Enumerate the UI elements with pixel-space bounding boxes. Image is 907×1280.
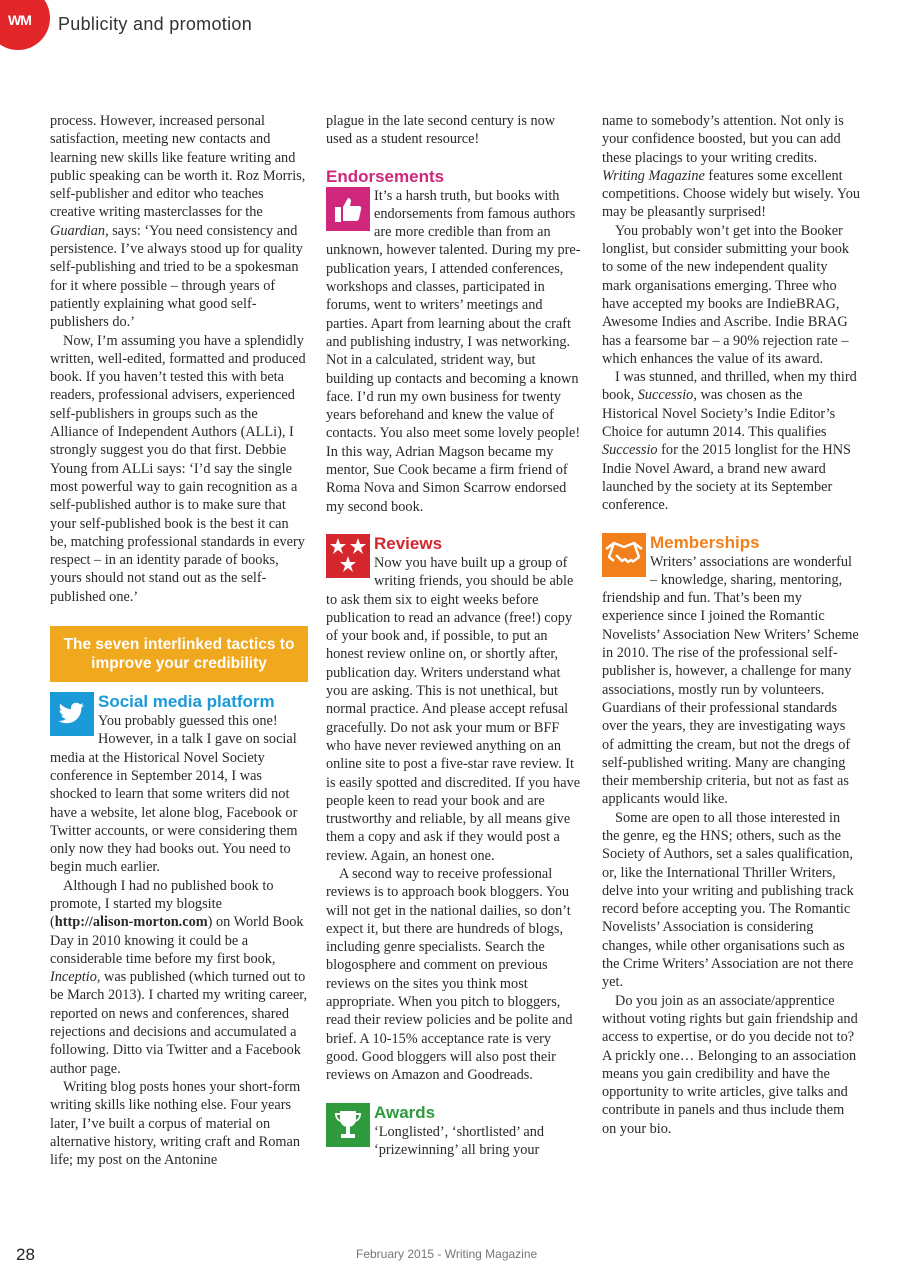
page-number: 28 <box>16 1245 35 1264</box>
memberships-section <box>602 533 860 1139</box>
magazine-logo: WM <box>0 0 50 50</box>
twitter-bird-icon <box>50 692 94 736</box>
memberships-heading: Memberships <box>650 532 760 552</box>
awards-heading: Awards <box>374 1102 436 1122</box>
column-1 <box>50 112 308 1169</box>
paragraph: You probably won’t get into the Booker longlist, but consider submitting your book to some of the new independent quality mark organisations emerging. Three who have accepted my books are IndieBRAG, Awesome Indies and Ascribe. Indie BRAG has a fearsome bar – a 90% rejection rate – which enhances the value of its award. <box>602 222 850 367</box>
paragraph: Do you join as an associate/apprentice without voting rights but gain friendship and access to expertise, or do you decide not to? A prickly one… Belonging to an association means you gain credibility and have the opportunity to write articles, give talks and contribute in panels and thus include them on your bio. <box>602 992 858 1137</box>
paragraph: Writing blog posts hones your short-form writing skills like nothing else. Four years later, I’ve built a corpus of material on alternative history, writing craft and Roman life; my post on the Antonine <box>50 1078 301 1169</box>
social-media-heading: Social media platform <box>98 692 275 712</box>
magazine-footer: February 2015 - Writing Magazine <box>356 1247 538 1261</box>
paragraph: It’s a harsh truth, but books with endorsements from famous authors are more credible than from an unknown, however talented. During my pre-publication years, I attended conferences, workshops and classes, participated in forums, went to writers’ meetings and parties. Apart from learning about the craft and publishing industry, I was networking. Not in a calculated, strident way, but building up contacts and becoming a known face. I’d run my own business for twenty years beforehand and knew the value of contacts. You also meet some lovely people! In this way, Adrian Magson became my mentor, Sue Cook became a firm friend of Roma Nova and Simon Scarrow endorsed my second book. <box>326 187 581 515</box>
paragraph: Now, I’m assuming you have a splendidly written, well-edited, formatted and produced book. If you haven’t tested this with beta readers, professional advisers, experienced self-publishers in groups such as the Alliance of Independent Authors (ALLi), I strongly suggest you do that first. Debbie Young from ALLi says: ‘I’d say the single most powerful way to gain recognition as a self-published author is to make sure that your self-published book is the best it can be, matching professional standards in every respect – in an identity parade of books, yours should not stand out as the self-published one.’ <box>50 332 306 605</box>
social-media-section <box>50 692 308 1169</box>
trophy-icon <box>326 1103 370 1147</box>
section-title: Publicity and promotion <box>58 14 253 34</box>
reviews-heading: Reviews <box>374 533 443 553</box>
paragraph: name to somebody’s attention. Not only is your confidence boosted, but you can add these placings to your writing credits. Writing Magazine features some excellent competitions. Choose widely but wisely. You may be pleasantly surprised! <box>602 113 861 221</box>
paragraph: Writers’ associations are wonderful – knowledge, sharing, mentoring, friendship and fun. That’s been my experience since I joined the Romantic Novelists’ Association New Writers’ Scheme in 2010. The rise of the professional self-publisher is, however, a challenge for many associations, mostly run by volunteers. Guardians of their professional standards over the years, they are investigating ways of admitting the cream, but not the dregs of self-published writing. Many are changing their membership criteria, but not as fast as applicants would like. <box>602 553 859 808</box>
reviews-section <box>326 534 584 1085</box>
blog-url: http://alison-morton.com <box>54 914 208 931</box>
handshake-icon <box>602 533 646 577</box>
paragraph: Now you have built up a group of writing friends, you should be able to ask them six to eight weeks before publication to read an advance (free!) copy of your book and, if possible, to put an honest review online on, or shortly after, publication day. Writers understand what you are asking. This is not unethical, but normal practice. And please accept refusal gracefully. Do not ask your mum or BFF who have never reviewed anything on an online site to post a five-star rave review. It is easily spotted and discredited. If you have people keen to read your book and are trustworthy and reliable, by all means give them a copy and ask if they would post a review. Again, an honest one. <box>326 554 581 864</box>
paragraph: A second way to receive professional reviews is to approach book bloggers. You will not get in the national dailies, so don’t expect it, but there are hundreds of blogs, including genre specialists. Search the blogosphere and comment on previous reviews on the sites you think most appropriate. When you pitch to bloggers, read their review policies and be polite and brief. A 10-15% acceptance rate is very good. Good bloggers will also post their reviews on Amazon and Goodreads. <box>326 865 573 1084</box>
thumbs-up-icon <box>326 187 370 231</box>
stars-icon <box>326 534 370 578</box>
awards-section <box>326 1103 584 1160</box>
paragraph: Although I had no published book to promote, I started my blogsite (http://alison-morton.com) on World Book Day in 2010 knowing it could be a considerable time before my first book, Inceptio, was published (which turned out to be March 2013). I charted my writing career, reported on news and conferences, shared rejections and decisions and accumulated a following. Ditto via Twitter and a Facebook author page. <box>50 877 308 1077</box>
paragraph: process. However, increased personal satisfaction, meeting new contacts and learning new skills like feature writing and public speaking can be worth it. Roz Morris, self-publisher and editor who teaches creative writing masterclasses for the Guardian, says: ‘You need consistency and persistence. I’ve always stood up for quality self-publishing and tried to be a spokesman for it where possible – through years of patiently explaining what good self-publishers do.’ <box>50 113 306 331</box>
column-3 <box>602 112 860 1138</box>
endorsements-heading: Endorsements <box>326 166 445 186</box>
column-2 <box>326 112 584 1159</box>
tactics-callout-box: The seven interlinked tactics to improve your credibility <box>50 626 308 682</box>
paragraph: plague in the late second century is now used as a student resource! <box>326 113 556 148</box>
paragraph: Some are open to all those interested in the genre, eg the HNS; others, such as the Society of Authors, set a sales qualification, or, like the International Thriller Writers, delve into your writing and publishing track record before accepting you. The Romantic Novelists’ Association is considering changes, while other organisations such as the Crime Writers’ Association are not there yet. <box>602 809 854 991</box>
paragraph: I was stunned, and thrilled, when my third book, Successio, was chosen as the Historical Novel Society’s Indie Editor’s Choice for autumn 2014. This qualifies Successio for the 2015 longlist for the HNS Indie Novel Award, a brand new award launched by the society at its September conference. <box>602 369 857 514</box>
paragraph: ‘Longlisted’, ‘shortlisted’ and ‘prizewinning’ all bring your <box>374 1123 545 1158</box>
paragraph: You probably guessed this one! However, in a talk I gave on social media at the Historical Novel Society conference in September 2014, I was shocked to learn that some writers did not have a website, let alone blog, Facebook or Twitter accounts, or were considering them only now they had books out. You need to begin much earlier. <box>50 713 298 876</box>
endorsements-section <box>326 167 584 516</box>
